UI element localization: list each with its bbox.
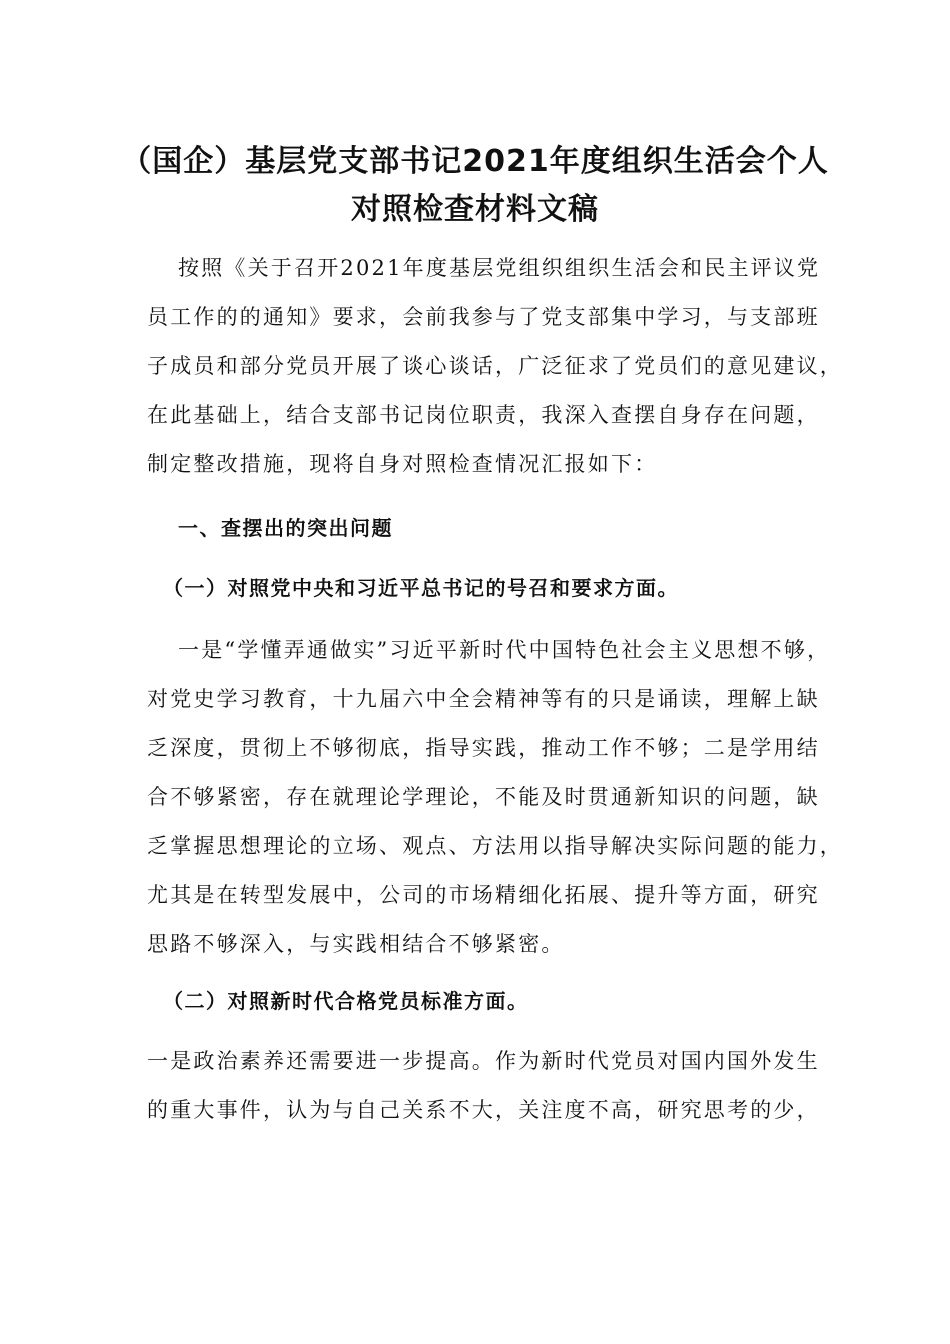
intro-line: 子成员和部分党员开展了谈心谈话，广泛征求了党员们的意见建议，: [147, 354, 843, 378]
body-line: 的重大事件，认为与自己关系不大，关注度不高，研究思考的少，: [147, 1098, 820, 1122]
intro-line: 员工作的的通知》要求，会前我参与了党支部集中学习，与支部班: [147, 305, 820, 329]
body-line: 思路不够深入，与实践相结合不够紧密。: [147, 932, 565, 956]
body-line: 对党史学习教育，十九届六中全会精神等有的只是诵读，理解上缺: [147, 687, 820, 711]
body-line: 一是政治素养还需要进一步提高。作为新时代党员对国内国外发生: [147, 1049, 820, 1073]
body-line: 合不够紧密，存在就理论学理论，不能及时贯通新知识的问题，缺: [147, 785, 820, 809]
intro-line: 按照《关于召开2021年度基层党组织组织生活会和民主评议党: [178, 256, 821, 280]
body-line: 一是“学懂弄通做实”习近平新时代中国特色社会主义思想不够，: [178, 638, 831, 662]
subsection-heading: （二）对照新时代合格党员标准方面。: [163, 989, 529, 1013]
document-title-line-1: （国企）基层党支部书记2021年度组织生活会个人: [121, 144, 829, 179]
section-heading: 一、查摆出的突出问题: [178, 516, 393, 540]
body-line: 乏深度，贯彻上不够彻底，指导实践，推动工作不够；二是学用结: [147, 736, 820, 760]
intro-line: 制定整改措施，现将自身对照检查情况汇报如下：: [147, 452, 658, 476]
document-title-line-2: 对照检查材料文稿: [351, 192, 599, 227]
body-line: 乏掌握思想理论的立场、观点、方法用以指导解决实际问题的能力，: [147, 834, 843, 858]
body-line: 尤其是在转型发展中，公司的市场精细化拓展、提升等方面，研究: [147, 883, 820, 907]
intro-line: 在此基础上，结合支部书记岗位职责，我深入查摆自身存在问题，: [147, 403, 820, 427]
subsection-heading: （一）对照党中央和习近平总书记的号召和要求方面。: [163, 576, 679, 600]
